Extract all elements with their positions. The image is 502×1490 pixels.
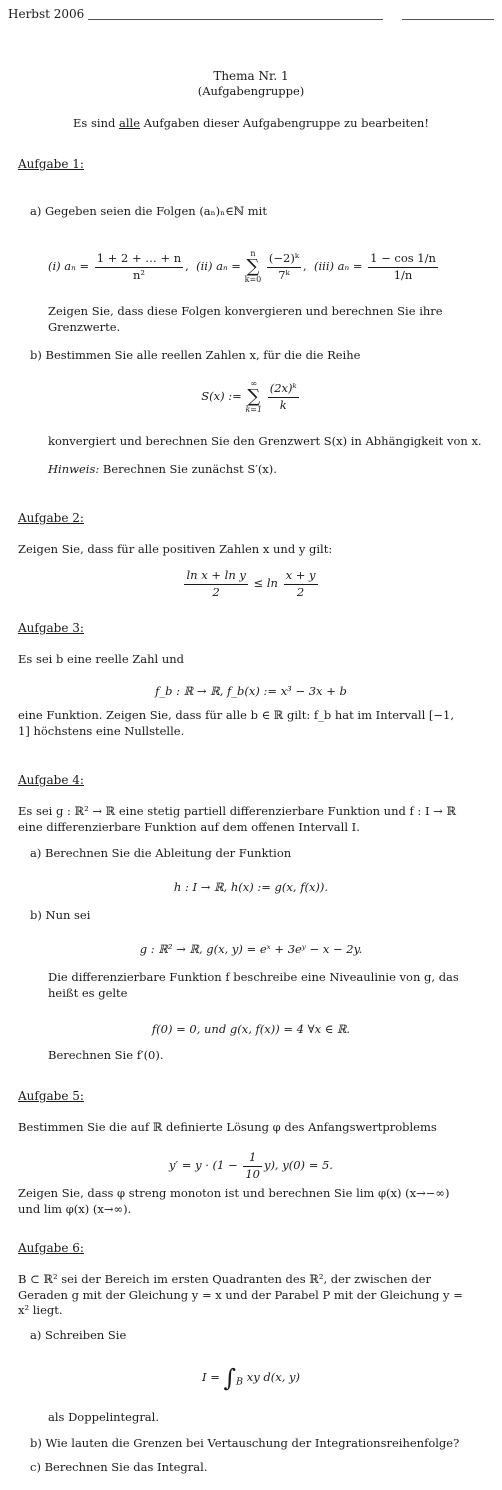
ode-post: y), y(0) = 5. xyxy=(263,1158,333,1173)
aufgabe-4-b-formula2: f(0) = 0, und g(x, f(x)) = 4 ∀x ∈ ℝ. xyxy=(151,1022,351,1036)
aufgabe-1-title: Aufgabe 1: xyxy=(18,157,84,171)
series-num: (2x)ᵏ xyxy=(268,381,299,398)
thema-title: Thema Nr. 1 xyxy=(213,69,289,83)
aufgabe-5-title: Aufgabe 5: xyxy=(18,1089,84,1103)
integral-body: xy d(x, y) xyxy=(246,1370,300,1385)
aufgabe-4-b-text: b) Nun sei xyxy=(30,908,91,922)
seq-ii-sum: n ∑ k=0 xyxy=(244,249,262,284)
ineq-lhs-den: 2 xyxy=(212,584,220,599)
aufgabe-3-title: Aufgabe 3: xyxy=(18,621,84,635)
seq-ii-sum-bottom: k=0 xyxy=(244,275,262,284)
series-sum: ∞ ∑ k=1 xyxy=(245,379,263,414)
aufgabe-6-integral xyxy=(0,1362,502,1394)
seq-i-label: (i) aₙ = xyxy=(48,259,90,273)
aufgabe-1-b-text2: konvergiert und berechnen Sie den Grenzwert S(x) in Abhängigkeit von x. xyxy=(48,434,482,448)
seq-ii-frac xyxy=(267,251,301,283)
aufgabe-3-text2: eine Funktion. Zeigen Sie, dass für alle b ∈ ℝ gilt: f_b hat im Intervall [−1, 1] höchstens eine Nullstelle. xyxy=(18,708,454,738)
aufgabe-1-a-text2: Zeigen Sie, dass diese Folgen konvergieren und berechnen Sie ihre Grenzwerte. xyxy=(48,304,443,334)
hint-label: Hinweis: xyxy=(48,462,100,476)
seq-i-den: n² xyxy=(132,267,145,282)
seq-ii-sum-top: n xyxy=(250,249,256,258)
seq-iii-label: (iii) aₙ = xyxy=(313,259,363,273)
aufgabe-1-hint xyxy=(48,462,277,478)
instruction xyxy=(0,116,502,132)
aufgabe-6-a-text: a) Schreiben Sie xyxy=(30,1328,127,1342)
series-sum-top: ∞ xyxy=(250,379,258,388)
instruction-alle: alle xyxy=(119,116,141,130)
aufgabe-4-text: Es sei g : ℝ² → ℝ eine stetig partiell differenzierbare Funktion und f : I → ℝ eine differenzierbare Funktion auf dem offenen Intervall I. xyxy=(18,804,456,834)
aufgabe-1-sequences: (i) aₙ = $\frac{1 + 2 + \dots + n}{\text{n²}}$ , (ii) aₙ = n ∑ k=0 $\frac{\text{(−2)ᵏ}}{\text{7ᵏ}}$ , (iii) aₙ = $\frac{1 - \cos 1/n}{1/n}$ xyxy=(48,249,436,284)
ineq-rel: ≤ ln xyxy=(253,576,278,591)
header-rule-right xyxy=(402,19,494,20)
aufgabe-2-inequality xyxy=(0,568,502,600)
header-rule xyxy=(88,19,383,20)
integral-lhs: I = xyxy=(202,1370,220,1385)
aufgabe-5-text2: Zeigen Sie, dass φ streng monoton ist und berechnen Sie lim φ(x) (x→−∞) und lim φ(x) (x→∞). xyxy=(18,1186,450,1216)
seq-i-num: 1 + 2 + … + n xyxy=(95,251,183,268)
instruction-pre: Es sind xyxy=(73,116,119,130)
aufgabe-6-c-text: c) Berechnen Sie das Integral. xyxy=(30,1460,208,1474)
hint-text: Berechnen Sie zunächst S′(x). xyxy=(102,462,277,476)
ode-pre: y′ = y · (1 − xyxy=(169,1158,238,1173)
seq-ii-label: (ii) aₙ = xyxy=(196,259,241,273)
page-header-title: Herbst 2006 xyxy=(8,7,85,21)
aufgabe-5-text: Bestimmen Sie die auf ℝ definierte Lösung φ des Anfangswertproblems xyxy=(18,1120,437,1134)
integral-sign: ∫ xyxy=(223,1364,237,1392)
series-frac xyxy=(268,381,299,413)
aufgabe-4-title: Aufgabe 4: xyxy=(18,773,84,787)
ineq-rhs-den: 2 xyxy=(296,584,305,599)
seq-ii-num: (−2)ᵏ xyxy=(267,251,301,268)
aufgabe-1-a-text: a) Gegeben seien die Folgen (aₙ)ₙ∈ℕ mit xyxy=(30,204,267,218)
seq-i-frac xyxy=(95,251,183,283)
aufgabe-6-title: Aufgabe 6: xyxy=(18,1241,84,1255)
aufgabe-4-a-text: a) Berechnen Sie die Ableitung der Funktion xyxy=(30,846,292,860)
aufgabe-2-text: Zeigen Sie, dass für alle positiven Zahlen x und y gilt: xyxy=(18,542,333,556)
integral-domain: B xyxy=(236,1376,244,1388)
seq-iii-frac xyxy=(368,251,438,283)
ode-frac xyxy=(243,1150,262,1182)
ineq-rhs-num: x + y xyxy=(284,568,318,585)
aufgabe-3-formula: f_b : ℝ → ℝ, f_b(x) := x³ − 3x + b xyxy=(155,684,347,698)
aufgabe-4-b-text3: Berechnen Sie f′(0). xyxy=(48,1048,164,1062)
aufgabe-4-b-formula: g : ℝ² → ℝ, g(x, y) = eˣ + 3eʸ − x − 2y. xyxy=(139,942,363,956)
aufgabe-6-b-text: b) Wie lauten die Grenzen bei Vertauschung der Integrationsreihenfolge? xyxy=(30,1436,460,1450)
series-lhs: S(x) := xyxy=(201,389,242,403)
ineq-lhs xyxy=(184,568,247,600)
aufgabe-2-title: Aufgabe 2: xyxy=(18,511,84,525)
aufgabe-6-a-text2: als Doppelintegral. xyxy=(48,1410,160,1424)
seq-ii-den: 7ᵏ xyxy=(278,267,290,282)
aufgabe-1-b-text: b) Bestimmen Sie alle reellen Zahlen x, für die die Reihe xyxy=(30,348,361,362)
ineq-lhs-num: ln x + ln y xyxy=(184,568,247,585)
aufgabe-3-text: Es sei b eine reelle Zahl und xyxy=(18,652,185,666)
series-den: k xyxy=(279,397,287,412)
aufgabe-4-a-formula: h : I → ℝ, h(x) := g(x, f(x)). xyxy=(173,880,329,894)
seq-iii-num: 1 − cos 1/n xyxy=(368,251,438,268)
aufgabe-1-series xyxy=(0,380,502,414)
ode-num: 1 xyxy=(243,1150,262,1167)
ode-den: 10 xyxy=(245,1166,260,1181)
instruction-post: Aufgaben dieser Aufgabengruppe zu bearbeiten! xyxy=(140,116,429,130)
ineq-rhs xyxy=(284,568,318,600)
thema-subtitle: (Aufgabengruppe) xyxy=(197,84,305,98)
series-sum-bottom: k=1 xyxy=(245,405,263,414)
aufgabe-4-b-text2: Die differenzierbare Funktion f beschreibe eine Niveaulinie von g, das heißt es gelte xyxy=(48,970,459,1000)
aufgabe-5-ode xyxy=(0,1150,502,1182)
seq-iii-den: 1/n xyxy=(393,267,413,282)
aufgabe-6-text: B ⊂ ℝ² sei der Bereich im ersten Quadranten des ℝ², der zwischen der Geraden g mit der Gleichung y = x und der Parabel P mit der Gleichung y = x² liegt. xyxy=(18,1272,463,1318)
